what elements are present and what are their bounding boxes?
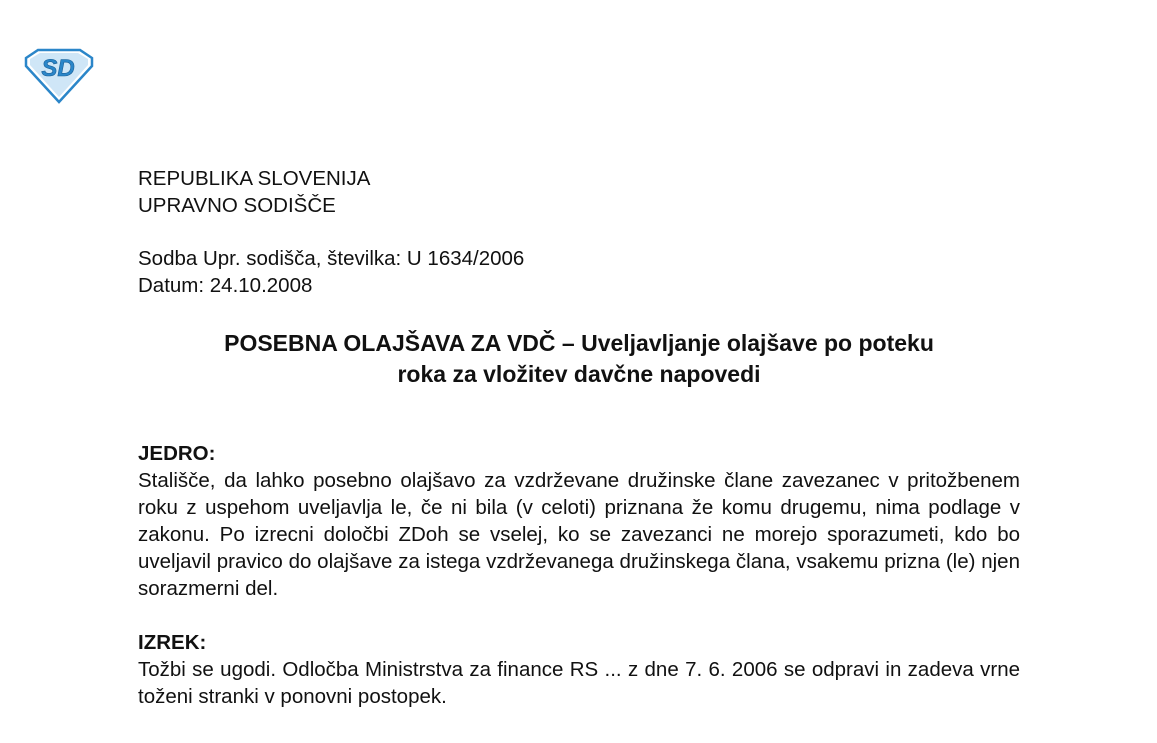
case-reference <box>138 245 738 299</box>
court-name: UPRAVNO SODIŠČE <box>138 194 336 217</box>
court-logo <box>22 48 96 104</box>
logo-text: SD <box>41 55 75 82</box>
sd-shield-icon <box>22 48 96 104</box>
case-number-line: Sodba Upr. sodišča, številka: U 1634/2006 <box>138 247 525 270</box>
jedro-text: Stališče, da lahko posebno olajšavo za vzdrževane družinske člane zavezanec v pritožbenem roku z uspehom uveljavlja le, če ni bila (v celoti) priznana že komu drugemu, nima podlage v zakonu. Po izrecni določbi ZDoh se vselej, ko se zavezanci ne morejo sporazumeti, kdo bo uveljavil pravico do olajšave za istega vzdrževanega družinskega člana, vsakemu prizna (le) njen sorazmerni del. <box>138 469 1020 600</box>
title-line-1: POSEBNA OLAJŠAVA ZA VDČ – Uveljavljanje olajšave po poteku <box>224 330 934 356</box>
court-header <box>138 165 738 219</box>
izrek-section <box>138 629 1020 710</box>
document-title <box>138 328 1020 390</box>
jedro-heading: JEDRO: <box>138 442 216 465</box>
izrek-text: Tožbi se ugodi. Odločba Ministrstva za finance RS ... z dne 7. 6. 2006 se odpravi in zadeva vrne toženi stranki v ponovni postopek. <box>138 658 1020 708</box>
jedro-section <box>138 440 1020 602</box>
title-line-2: roka za vložitev davčne napovedi <box>397 361 761 387</box>
date-line: Datum: 24.10.2008 <box>138 274 313 297</box>
izrek-heading: IZREK: <box>138 631 207 654</box>
country-name: REPUBLIKA SLOVENIJA <box>138 167 371 190</box>
